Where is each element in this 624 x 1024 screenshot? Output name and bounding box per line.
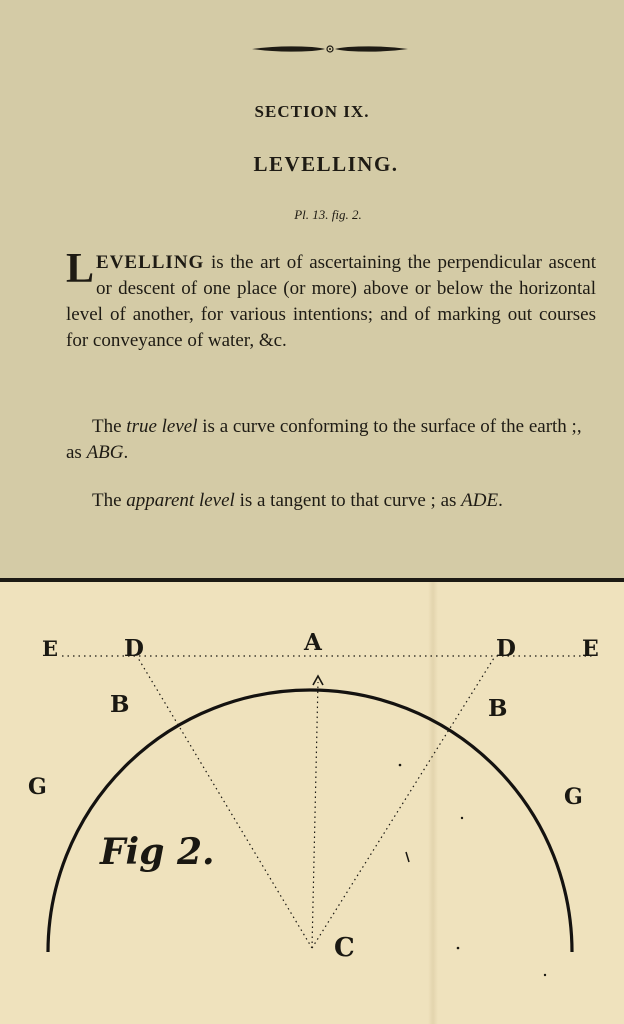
true-level-arc bbox=[48, 690, 572, 952]
speck bbox=[457, 947, 460, 950]
levelling-diagram bbox=[0, 582, 624, 1024]
point-a-marker bbox=[313, 676, 323, 685]
label-e-left: E bbox=[42, 636, 59, 661]
speck bbox=[461, 817, 463, 819]
true-level-text: is a curve conforming to the surface of the earth ;, as bbox=[66, 416, 582, 463]
section-heading: SECTION IX. bbox=[254, 102, 370, 121]
plate-reference: Pl. 13. fig. 2. bbox=[294, 207, 362, 222]
label-d-right: D bbox=[496, 635, 516, 662]
apparent-level-text: is a tangent to that curve ; as bbox=[234, 490, 462, 511]
label-d-left: D bbox=[124, 635, 144, 662]
label-g-left: G bbox=[28, 774, 47, 800]
label-a: A bbox=[304, 629, 322, 656]
label-g-right: G bbox=[564, 784, 583, 810]
definition-text: is the art of ascertaining the perpendicular ascent or descent of one place (or more) above or below the horizontal level of another, for various intentions; and of marking out courses for conveyance of water, &c. bbox=[66, 252, 596, 351]
label-e-right: E bbox=[582, 636, 599, 662]
line-c-to-d-right bbox=[312, 658, 494, 948]
label-b-left: B bbox=[110, 691, 130, 718]
figure-caption: Fig 2. bbox=[100, 831, 215, 873]
true-level-paragraph bbox=[66, 414, 596, 466]
true-level-term: true level bbox=[126, 416, 198, 437]
speck bbox=[399, 764, 402, 767]
label-b-right: B bbox=[488, 695, 508, 722]
true-level-text-before: The bbox=[92, 416, 127, 437]
apparent-level-ref: ADE bbox=[461, 490, 499, 511]
speck bbox=[406, 852, 409, 862]
line-c-to-d-left bbox=[138, 658, 312, 948]
apparent-level-paragraph bbox=[66, 488, 596, 514]
figure-plate bbox=[0, 582, 624, 1024]
speck bbox=[544, 974, 546, 976]
drop-cap: L bbox=[66, 246, 95, 292]
ornament-rule bbox=[250, 42, 410, 56]
page-title: LEVELLING. bbox=[253, 152, 399, 176]
lead-word: EVELLING bbox=[96, 252, 205, 273]
true-level-text-after: . bbox=[123, 442, 129, 463]
line-c-to-a bbox=[312, 682, 318, 948]
label-c: C bbox=[334, 933, 355, 963]
apparent-level-text-after: . bbox=[498, 490, 503, 511]
true-level-ref: ABG bbox=[86, 442, 124, 463]
apparent-level-term: apparent level bbox=[126, 490, 235, 511]
definition-paragraph bbox=[66, 246, 596, 354]
apparent-level-text-before: The bbox=[92, 490, 127, 511]
